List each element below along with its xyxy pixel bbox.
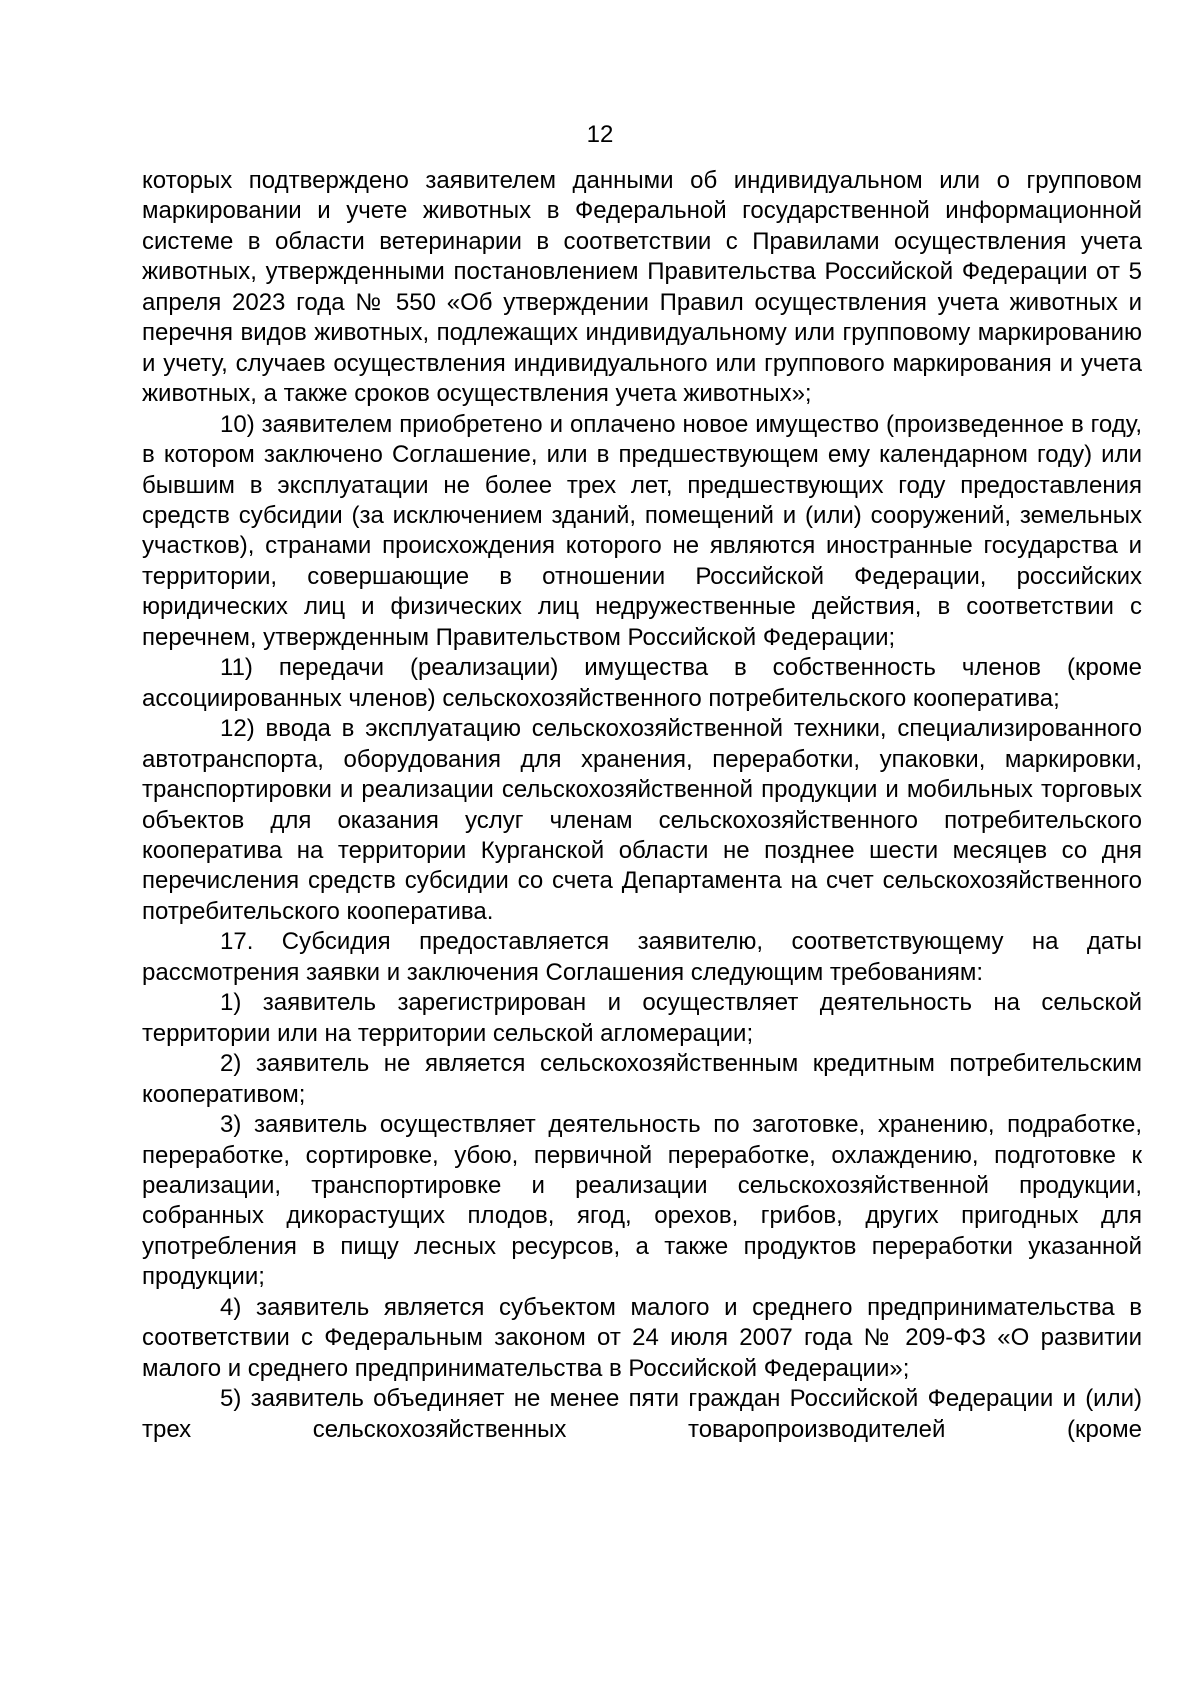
paragraph-requirement-1: 1) заявитель зарегистрирован и осуществляет деятельность на сельской территории или на территории сельской агломерации; (142, 989, 1142, 1047)
paragraph-item-12: 12) ввода в эксплуатацию сельскохозяйственной техники, специализированного автотранспорта, оборудования для хранения, переработки, упаковки, маркировки, транспортировки и реализации сельскохозяйственной продукции и мобильных торговых объектов для оказания услуг членам сельскохозяйственного потребительского кооператива на территории Курганской области не позднее шести месяцев со дня перечисления средств субсидии со счета Департамента на счет сельскохозяйственного потребительского кооператива. (142, 715, 1142, 925)
paragraph-requirement-3: 3) заявитель осуществляет деятельность по заготовке, хранению, подработке, переработке, сортировке, убою, первичной переработке, охлаждению, подготовке к реализации, транспортировке и реализации сельскохозяйственной продукции, собранных дикорастущих плодов, ягод, орехов, грибов, других пригодных для употребления в пищу лесных ресурсов, а также продуктов переработки указанной продукции; (142, 1111, 1142, 1291)
paragraph-clause-17: 17. Субсидия предоставляется заявителю, соответствующему на даты рассмотрения заявки и заключения Соглашения следующим требованиям: (142, 928, 1142, 986)
document-body (142, 166, 1142, 1445)
paragraph-item-11: 11) передачи (реализации) имущества в собственность членов (кроме ассоциированных членов) сельскохозяйственного потребительского кооператива; (142, 654, 1142, 712)
paragraph-item-10: 10) заявителем приобретено и оплачено новое имущество (произведенное в году, в котором заключено Соглашение, или в предшествующем ему календарном году) или бывшим в эксплуатации не более трех лет, предшествующих году предоставления средств субсидии (за исключением зданий, помещений и (или) сооружений, земельных участков), странами происхождения которого не являются иностранные государства и территории, совершающие в отношении Российской Федерации, российских юридических лиц и физических лиц недружественные действия, в соответствии с перечнем, утвержденным Правительством Российской Федерации; (142, 410, 1142, 651)
page-number: 12 (586, 121, 614, 148)
paragraph-requirement-2: 2) заявитель не является сельскохозяйственным кредитным потребительским кооперативом; (142, 1050, 1142, 1108)
paragraph-requirement-4: 4) заявитель является субъектом малого и среднего предпринимательства в соответствии с Федеральным законом от 24 июля 2007 года № 209-ФЗ «О развитии малого и среднего предпринимательства в Российской Федерации»; (142, 1293, 1142, 1382)
paragraph-continuation: которых подтверждено заявителем данными об индивидуальном или о групповом маркировании и учете животных в Федеральной государственной информационной системе в области ветеринарии в соответствии с Правилами осуществления учета животных, утвержденными постановлением Правительства Российской Федерации от 5 апреля 2023 года № 550 «Об утверждении Правил осуществления учета животных и перечня видов животных, подлежащих индивидуальному или групповому маркированию и учету, случаев осуществления индивидуального или группового маркирования и учета животных, а также сроков осуществления учета животных»; (142, 167, 1142, 408)
paragraph-requirement-5: 5) заявитель объединяет не менее пяти граждан Российской Федерации и (или) трех сельскохозяйственных товаропроизводителей (кроме (142, 1385, 1142, 1443)
